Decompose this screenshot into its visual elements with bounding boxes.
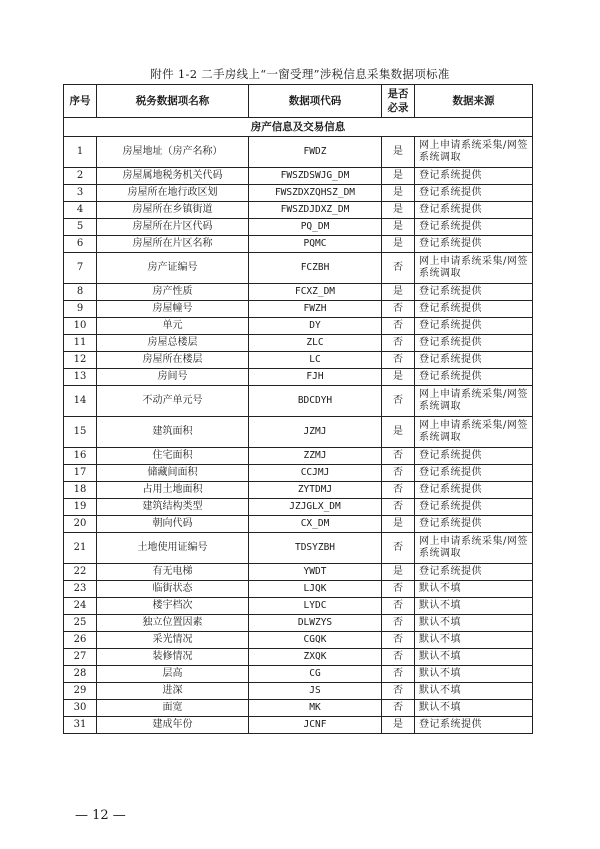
table-row xyxy=(64,253,533,284)
row-required: 否 xyxy=(382,352,415,369)
row-number: 24 xyxy=(64,598,97,615)
row-number: 17 xyxy=(64,465,97,482)
row-source: 登记系统提供 xyxy=(415,219,533,236)
table-caption: 附件 1-2 二手房线上“一窗受理”涉税信息采集数据项标准 xyxy=(150,67,450,81)
row-number: 18 xyxy=(64,482,97,499)
row-required: 否 xyxy=(382,335,415,352)
row-required: 否 xyxy=(382,499,415,516)
row-name: 储藏间面积 xyxy=(97,465,249,482)
table-row xyxy=(64,301,533,318)
row-name: 房间号 xyxy=(97,369,249,386)
row-source: 网上申请系统采集/网签系统调取 xyxy=(415,533,533,564)
row-name: 住宅面积 xyxy=(97,448,249,465)
row-source: 网上申请系统采集/网签系统调取 xyxy=(415,137,533,168)
row-source: 登记系统提供 xyxy=(415,168,533,185)
table-row xyxy=(64,352,533,369)
row-source: 登记系统提供 xyxy=(415,335,533,352)
row-required: 否 xyxy=(382,448,415,465)
row-source: 网上申请系统采集/网签系统调取 xyxy=(415,417,533,448)
row-name: 房产证编号 xyxy=(97,253,249,284)
table-row xyxy=(64,185,533,202)
header-code: 数据项代码 xyxy=(249,85,382,118)
row-name: 土地使用证编号 xyxy=(97,533,249,564)
row-name: 房屋所在片区名称 xyxy=(97,236,249,253)
row-required: 否 xyxy=(382,581,415,598)
row-number: 6 xyxy=(64,236,97,253)
table-row xyxy=(64,533,533,564)
row-source: 登记系统提供 xyxy=(415,369,533,386)
row-number: 7 xyxy=(64,253,97,284)
row-number: 26 xyxy=(64,632,97,649)
row-name: 房屋属地税务机关代码 xyxy=(97,168,249,185)
row-number: 31 xyxy=(64,717,97,734)
row-source: 默认不填 xyxy=(415,666,533,683)
row-code: ZYTDMJ xyxy=(249,482,382,499)
row-number: 4 xyxy=(64,202,97,219)
row-name: 房屋所在乡镇街道 xyxy=(97,202,249,219)
row-name: 建筑面积 xyxy=(97,417,249,448)
row-source: 登记系统提供 xyxy=(415,482,533,499)
row-number: 15 xyxy=(64,417,97,448)
header-required: 是否必录 xyxy=(382,85,415,118)
row-source: 登记系统提供 xyxy=(415,185,533,202)
table-row xyxy=(64,219,533,236)
row-code: PQMC xyxy=(249,236,382,253)
row-number: 5 xyxy=(64,219,97,236)
table-row xyxy=(64,417,533,448)
row-number: 13 xyxy=(64,369,97,386)
row-required: 否 xyxy=(382,598,415,615)
table-header-row xyxy=(64,85,533,118)
row-required: 是 xyxy=(382,219,415,236)
table-row xyxy=(64,386,533,417)
row-required: 是 xyxy=(382,236,415,253)
row-name: 面宽 xyxy=(97,700,249,717)
row-code: JS xyxy=(249,683,382,700)
row-number: 21 xyxy=(64,533,97,564)
table-row xyxy=(64,318,533,335)
row-required: 否 xyxy=(382,533,415,564)
row-source: 登记系统提供 xyxy=(415,448,533,465)
row-name: 房屋所在片区代码 xyxy=(97,219,249,236)
row-name: 临街状态 xyxy=(97,581,249,598)
row-source: 登记系统提供 xyxy=(415,717,533,734)
row-required: 否 xyxy=(382,700,415,717)
table-row xyxy=(64,683,533,700)
table-row xyxy=(64,615,533,632)
row-code: CX_DM xyxy=(249,516,382,533)
row-source: 登记系统提供 xyxy=(415,236,533,253)
row-name: 房产性质 xyxy=(97,284,249,301)
row-required: 是 xyxy=(382,168,415,185)
row-code: FWSZDSWJG_DM xyxy=(249,168,382,185)
table-row xyxy=(64,465,533,482)
row-number: 19 xyxy=(64,499,97,516)
row-code: FWZH xyxy=(249,301,382,318)
row-number: 1 xyxy=(64,137,97,168)
row-number: 20 xyxy=(64,516,97,533)
row-code: FCZBH xyxy=(249,253,382,284)
row-code: TDSYZBH xyxy=(249,533,382,564)
row-required: 否 xyxy=(382,386,415,417)
row-name: 建筑结构类型 xyxy=(97,499,249,516)
row-source: 登记系统提供 xyxy=(415,352,533,369)
row-number: 10 xyxy=(64,318,97,335)
row-code: JCNF xyxy=(249,717,382,734)
row-source: 默认不填 xyxy=(415,649,533,666)
row-code: LJQK xyxy=(249,581,382,598)
table-row xyxy=(64,581,533,598)
row-source: 登记系统提供 xyxy=(415,301,533,318)
row-required: 否 xyxy=(382,632,415,649)
row-name: 建成年份 xyxy=(97,717,249,734)
table-row xyxy=(64,649,533,666)
row-required: 是 xyxy=(382,417,415,448)
row-code: BDCDYH xyxy=(249,386,382,417)
row-name: 不动产单元号 xyxy=(97,386,249,417)
row-code: ZXQK xyxy=(249,649,382,666)
table-row xyxy=(64,666,533,683)
section-title: 房产信息及交易信息 xyxy=(64,118,533,137)
row-number: 11 xyxy=(64,335,97,352)
table-row xyxy=(64,700,533,717)
row-required: 否 xyxy=(382,301,415,318)
row-source: 网上申请系统采集/网签系统调取 xyxy=(415,253,533,284)
row-required: 否 xyxy=(382,649,415,666)
row-code: ZZMJ xyxy=(249,448,382,465)
row-required: 是 xyxy=(382,185,415,202)
row-code: FWSZDXZQHSZ_DM xyxy=(249,185,382,202)
table-row xyxy=(64,137,533,168)
row-name: 房屋总楼层 xyxy=(97,335,249,352)
header-source: 数据来源 xyxy=(415,85,533,118)
row-code: LC xyxy=(249,352,382,369)
row-code: PQ_DM xyxy=(249,219,382,236)
row-number: 16 xyxy=(64,448,97,465)
row-name: 占用土地面积 xyxy=(97,482,249,499)
row-name: 楼宇档次 xyxy=(97,598,249,615)
table-row xyxy=(64,482,533,499)
row-code: YWDT xyxy=(249,564,382,581)
row-number: 30 xyxy=(64,700,97,717)
row-number: 14 xyxy=(64,386,97,417)
row-code: CGQK xyxy=(249,632,382,649)
row-number: 2 xyxy=(64,168,97,185)
row-source: 登记系统提供 xyxy=(415,284,533,301)
row-number: 22 xyxy=(64,564,97,581)
row-number: 3 xyxy=(64,185,97,202)
row-name: 进深 xyxy=(97,683,249,700)
table-row xyxy=(64,335,533,352)
row-required: 否 xyxy=(382,318,415,335)
row-number: 27 xyxy=(64,649,97,666)
row-number: 28 xyxy=(64,666,97,683)
row-code: FWDZ xyxy=(249,137,382,168)
row-code: DLWZYS xyxy=(249,615,382,632)
row-required: 否 xyxy=(382,253,415,284)
row-required: 否 xyxy=(382,666,415,683)
table-row xyxy=(64,717,533,734)
row-name: 有无电梯 xyxy=(97,564,249,581)
row-name: 装修情况 xyxy=(97,649,249,666)
table-row xyxy=(64,598,533,615)
header-no: 序号 xyxy=(64,85,97,118)
row-source: 登记系统提供 xyxy=(415,499,533,516)
row-required: 否 xyxy=(382,482,415,499)
row-name: 层高 xyxy=(97,666,249,683)
row-source: 登记系统提供 xyxy=(415,318,533,335)
table-row xyxy=(64,168,533,185)
row-name: 单元 xyxy=(97,318,249,335)
row-number: 25 xyxy=(64,615,97,632)
row-code: CG xyxy=(249,666,382,683)
row-name: 独立位置因素 xyxy=(97,615,249,632)
row-required: 是 xyxy=(382,137,415,168)
row-number: 23 xyxy=(64,581,97,598)
row-source: 默认不填 xyxy=(415,683,533,700)
table-row xyxy=(64,564,533,581)
row-code: CCJMJ xyxy=(249,465,382,482)
table-row xyxy=(64,284,533,301)
row-source: 网上申请系统采集/网签系统调取 xyxy=(415,386,533,417)
row-code: FJH xyxy=(249,369,382,386)
table-row xyxy=(64,632,533,649)
row-name: 房屋所在楼层 xyxy=(97,352,249,369)
table-row xyxy=(64,448,533,465)
row-required: 是 xyxy=(382,202,415,219)
row-source: 默认不填 xyxy=(415,632,533,649)
page-number: — 12 — xyxy=(75,808,126,823)
row-source: 登记系统提供 xyxy=(415,465,533,482)
data-standard-table xyxy=(63,84,533,734)
row-code: JZJGLX_DM xyxy=(249,499,382,516)
row-name: 朝向代码 xyxy=(97,516,249,533)
row-number: 12 xyxy=(64,352,97,369)
header-name: 税务数据项名称 xyxy=(97,85,249,118)
row-code: FWSZDJDXZ_DM xyxy=(249,202,382,219)
row-source: 默认不填 xyxy=(415,700,533,717)
row-required: 是 xyxy=(382,717,415,734)
row-number: 29 xyxy=(64,683,97,700)
row-required: 是 xyxy=(382,369,415,386)
row-required: 是 xyxy=(382,284,415,301)
row-name: 房屋地址（房产名称） xyxy=(97,137,249,168)
row-code: JZMJ xyxy=(249,417,382,448)
row-required: 否 xyxy=(382,465,415,482)
table-row xyxy=(64,369,533,386)
table-row xyxy=(64,236,533,253)
row-code: DY xyxy=(249,318,382,335)
row-source: 默认不填 xyxy=(415,581,533,598)
row-required: 否 xyxy=(382,615,415,632)
row-source: 登记系统提供 xyxy=(415,202,533,219)
row-name: 房屋幢号 xyxy=(97,301,249,318)
row-name: 房屋所在地行政区划 xyxy=(97,185,249,202)
table-row xyxy=(64,499,533,516)
row-number: 9 xyxy=(64,301,97,318)
row-code: LYDC xyxy=(249,598,382,615)
row-code: MK xyxy=(249,700,382,717)
row-source: 默认不填 xyxy=(415,598,533,615)
row-number: 8 xyxy=(64,284,97,301)
row-required: 是 xyxy=(382,564,415,581)
row-source: 登记系统提供 xyxy=(415,516,533,533)
table-row xyxy=(64,516,533,533)
row-code: FCXZ_DM xyxy=(249,284,382,301)
row-required: 否 xyxy=(382,683,415,700)
row-name: 采光情况 xyxy=(97,632,249,649)
row-code: ZLC xyxy=(249,335,382,352)
row-source: 默认不填 xyxy=(415,615,533,632)
row-source: 登记系统提供 xyxy=(415,564,533,581)
section-row xyxy=(64,118,533,137)
table-row xyxy=(64,202,533,219)
row-required: 是 xyxy=(382,516,415,533)
